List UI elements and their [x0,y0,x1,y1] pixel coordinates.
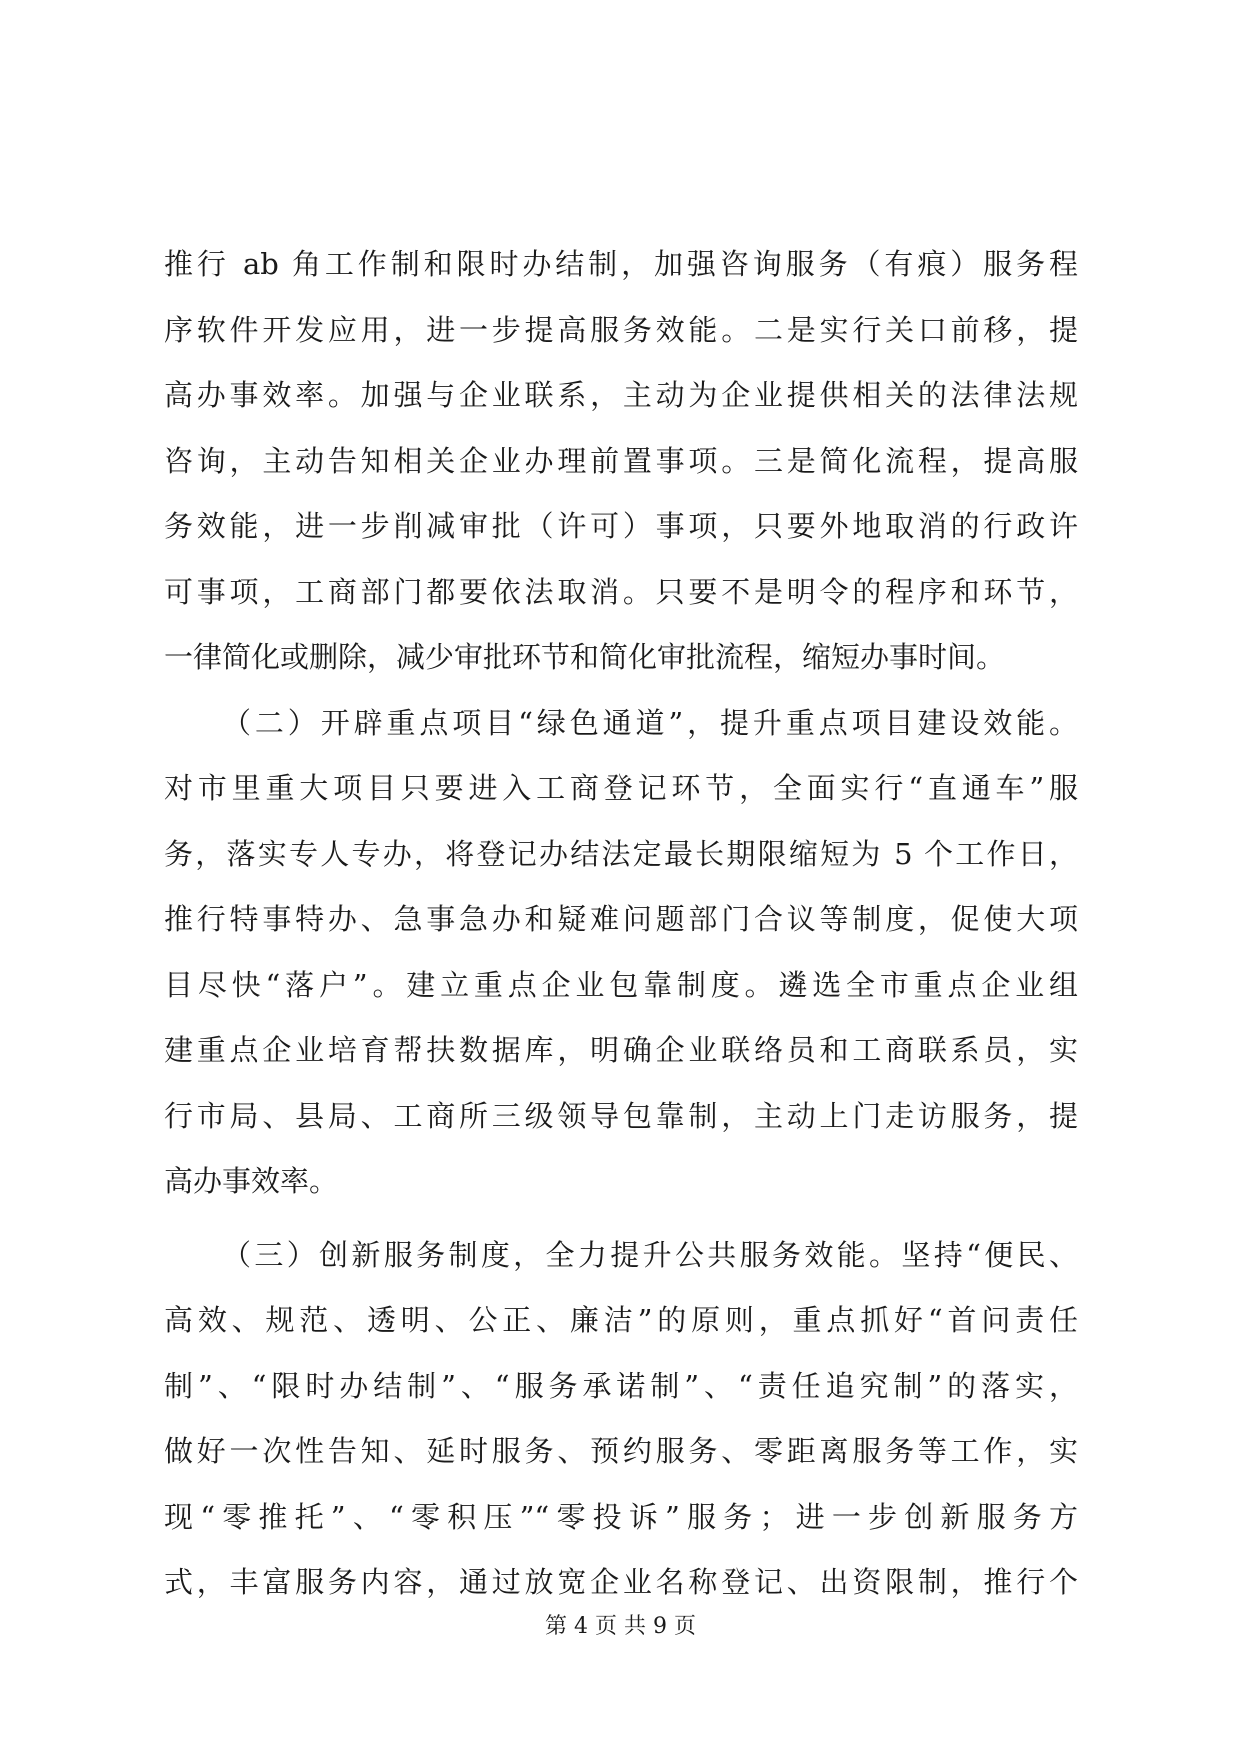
text-line: 做好一次性告知、延时服务、预约服务、零距离服务等工作，实 [164,1434,1078,1468]
text-line: 高效、规范、透明、公正、廉洁”的原则，重点抓好“首问责任 [164,1303,1078,1337]
text-line: 现“零推托”、“零积压”“零投诉”服务；进一步创新服务方 [164,1499,1078,1534]
body-text [164,232,1078,1616]
text-line: 咨询，主动告知相关企业办理前置事项。三是简化流程，提高服 [164,443,1078,478]
text-line: 务，落实专人专办，将登记办结法定最长期限缩短为 5 个工作日， [164,836,1078,871]
text-line: 高办事效率。 [164,1164,339,1198]
text-line: 目尽快“落户”。建立重点企业包靠制度。遴选全市重点企业组 [164,967,1078,1002]
text-line: 高办事效率。加强与企业联系，主动为企业提供相关的法律法规 [164,378,1078,412]
paragraph-heading-3: （三）创新服务制度，全力提升公共服务效能。坚持“便民、 [222,1237,1078,1272]
text-line: 推行特事特办、急事急办和疑难问题部门合议等制度，促使大项 [164,902,1078,936]
page-number-footer: 第 4 页 共 9 页 [545,1614,696,1639]
text-line: 推行 ab 角工作制和限时办结制，加强咨询服务（有痕）服务程 [164,247,1078,281]
text-line: 可事项，工商部门都要依法取消。只要不是明令的程序和环节， [164,574,1078,609]
text-line: 行市局、县局、工商所三级领导包靠制，主动上门走访服务，提 [164,1098,1078,1133]
text-line: 式，丰富服务内容，通过放宽企业名称登记、出资限制，推行个 [164,1565,1078,1599]
text-line: 序软件开发应用，进一步提高服务效能。二是实行关口前移，提 [164,312,1078,347]
text-line: 务效能，进一步削减审批（许可）事项，只要外地取消的行政许 [164,509,1078,543]
text-line: 对市里重大项目只要进入工商登记环节，全面实行“直通车”服 [164,771,1078,805]
paragraph-heading-2: （二）开辟重点项目“绿色通道”，提升重点项目建设效能。 [222,705,1078,740]
text-line: 制”、“限时办结制”、“服务承诺制”、“责任追究制”的落实， [164,1368,1078,1403]
paragraph-gap [164,1215,1078,1223]
text-line: 一律简化或删除，减少审批环节和简化审批流程，缩短办事时间。 [164,640,1006,674]
text-line: 建重点企业培育帮扶数据库，明确企业联络员和工商联系员，实 [164,1033,1078,1067]
